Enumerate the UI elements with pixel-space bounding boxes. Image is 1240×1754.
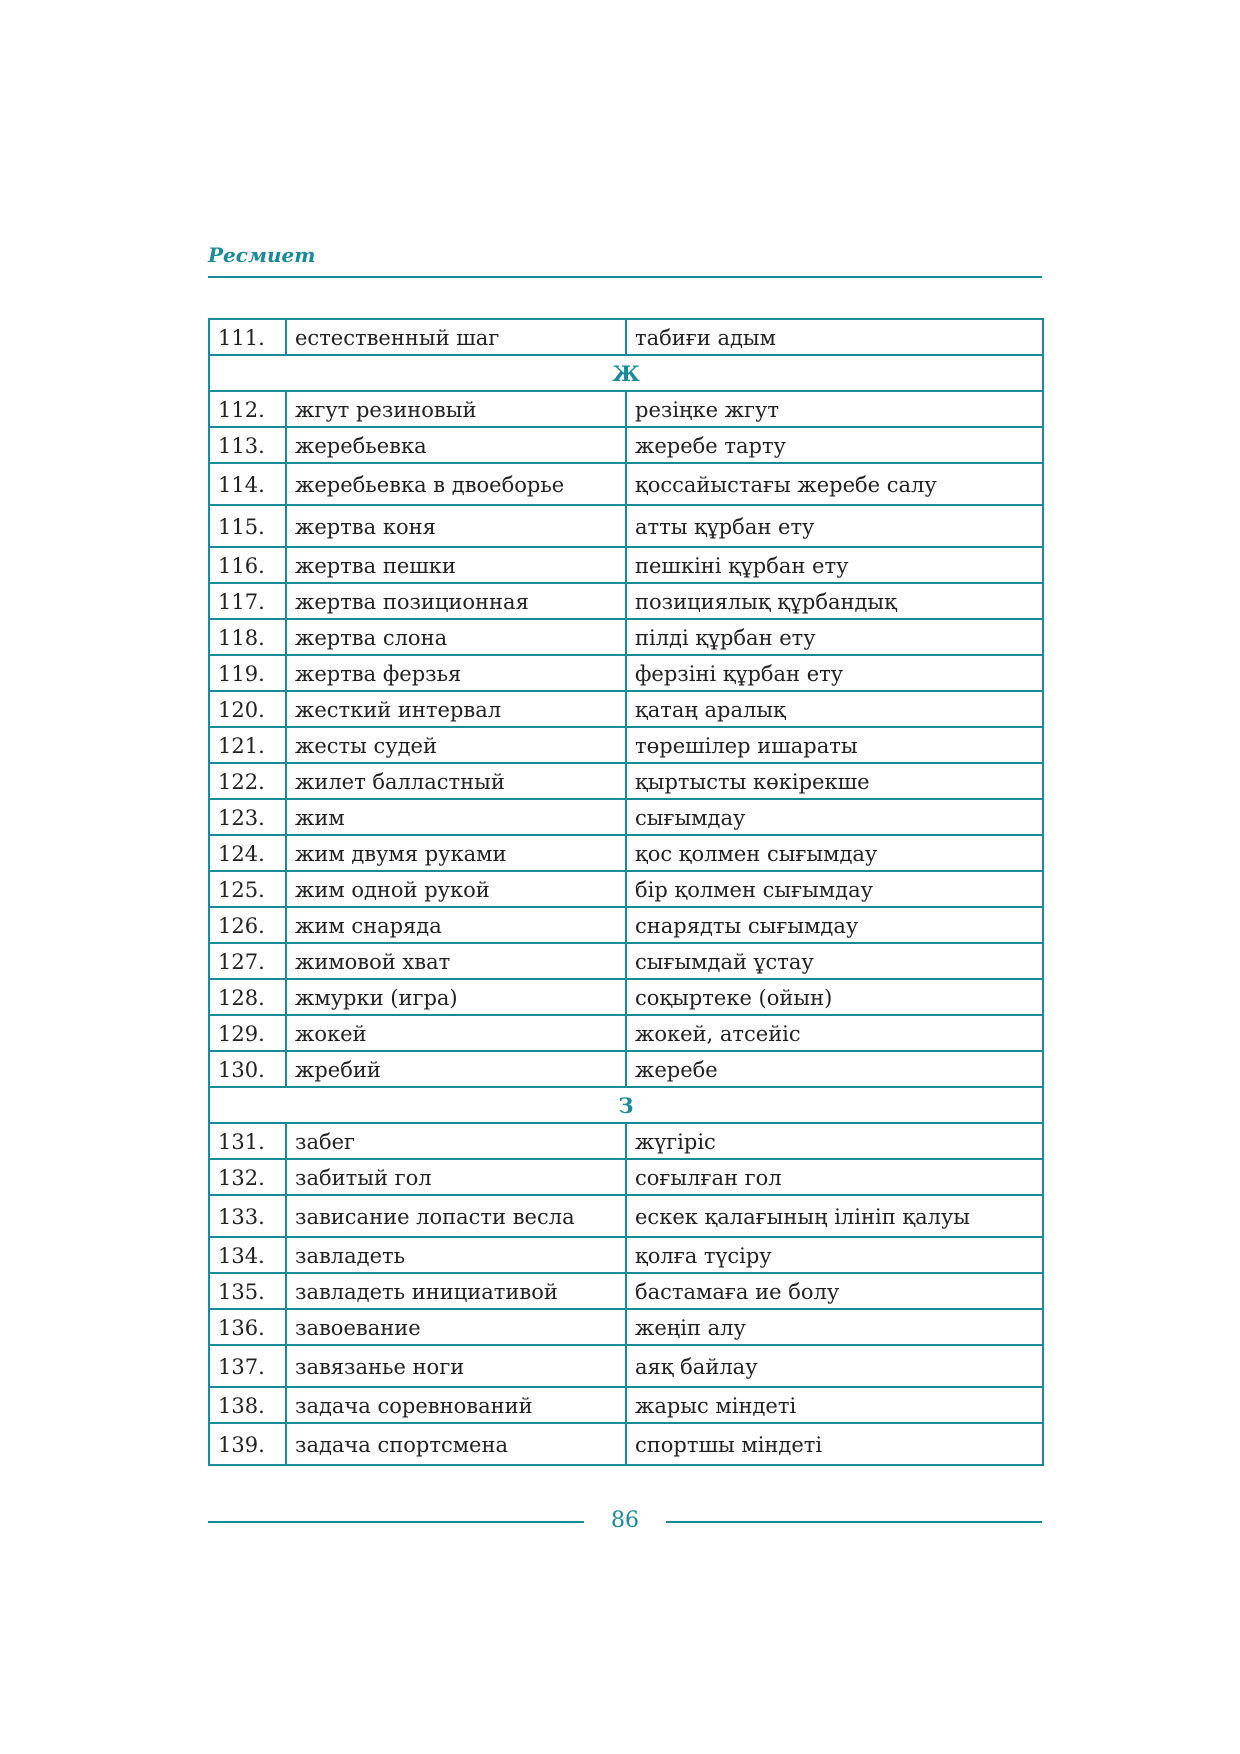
table-row [209, 547, 1043, 583]
russian-term: жимовой хват [286, 943, 626, 979]
kazakh-term: жеребе [626, 1051, 1043, 1087]
russian-term: жертва ферзья [286, 655, 626, 691]
russian-term: жертва пешки [286, 547, 626, 583]
running-header-title: Ресмиет [208, 243, 316, 267]
kazakh-term: ескек қалағының ілініп қалуы [626, 1195, 1043, 1237]
kazakh-term: пілді құрбан ету [626, 619, 1043, 655]
kazakh-term: резіңке жгут [626, 391, 1043, 427]
table-row [209, 1123, 1043, 1159]
glossary-table-body [209, 319, 1043, 1465]
russian-term: завоевание [286, 1309, 626, 1345]
russian-term: завязанье ноги [286, 1345, 626, 1387]
table-row [209, 835, 1043, 871]
russian-term: естественный шаг [286, 319, 626, 355]
entry-number: 135. [209, 1273, 286, 1309]
russian-term: завладеть [286, 1237, 626, 1273]
entry-number: 126. [209, 907, 286, 943]
header-rule [208, 276, 1042, 278]
kazakh-term: жеребе тарту [626, 427, 1043, 463]
glossary-table [208, 318, 1044, 1466]
table-row [209, 463, 1043, 505]
entry-number: 117. [209, 583, 286, 619]
table-row [209, 1309, 1043, 1345]
table-row [209, 943, 1043, 979]
kazakh-term: сығымдай ұстау [626, 943, 1043, 979]
russian-term: жим снаряда [286, 907, 626, 943]
table-row [209, 871, 1043, 907]
kazakh-term: қатаң аралық [626, 691, 1043, 727]
kazakh-term: пешкіні құрбан ету [626, 547, 1043, 583]
kazakh-term: жокей, атсейіс [626, 1015, 1043, 1051]
table-row [209, 907, 1043, 943]
russian-term: забитый гол [286, 1159, 626, 1195]
kazakh-term: қоссайыстағы жеребе салу [626, 463, 1043, 505]
entry-number: 115. [209, 505, 286, 547]
russian-term: задача спортсмена [286, 1423, 626, 1465]
kazakh-term: ферзіні құрбан ету [626, 655, 1043, 691]
table-row [209, 1423, 1043, 1465]
entry-number: 130. [209, 1051, 286, 1087]
kazakh-term: соқыртеке (ойын) [626, 979, 1043, 1015]
russian-term: жребий [286, 1051, 626, 1087]
entry-number: 118. [209, 619, 286, 655]
kazakh-term: қос қолмен сығымдау [626, 835, 1043, 871]
table-row [209, 1195, 1043, 1237]
table-row [209, 619, 1043, 655]
kazakh-term: жарыс міндеті [626, 1387, 1043, 1423]
russian-term: зависание лопасти весла [286, 1195, 626, 1237]
entry-number: 134. [209, 1237, 286, 1273]
footer-rule-left [208, 1521, 584, 1523]
russian-term: задача соревнований [286, 1387, 626, 1423]
kazakh-term: бастамаға ие болу [626, 1273, 1043, 1309]
table-row [209, 1237, 1043, 1273]
section-letter: З [209, 1087, 1043, 1123]
kazakh-term: жеңіп алу [626, 1309, 1043, 1345]
russian-term: жеребьевка в двоеборье [286, 463, 626, 505]
table-row [209, 1387, 1043, 1423]
entry-number: 114. [209, 463, 286, 505]
russian-term: жим двумя руками [286, 835, 626, 871]
kazakh-term: бір қолмен сығымдау [626, 871, 1043, 907]
russian-term: жертва коня [286, 505, 626, 547]
entry-number: 136. [209, 1309, 286, 1345]
kazakh-term: аяқ байлау [626, 1345, 1043, 1387]
table-row [209, 319, 1043, 355]
letter-section-row [209, 355, 1043, 391]
entry-number: 122. [209, 763, 286, 799]
table-row [209, 1015, 1043, 1051]
entry-number: 112. [209, 391, 286, 427]
entry-number: 121. [209, 727, 286, 763]
table-row [209, 979, 1043, 1015]
table-row [209, 1273, 1043, 1309]
russian-term: жилет балластный [286, 763, 626, 799]
kazakh-term: спортшы міндеті [626, 1423, 1043, 1465]
entry-number: 113. [209, 427, 286, 463]
russian-term: забег [286, 1123, 626, 1159]
kazakh-term: сығымдау [626, 799, 1043, 835]
kazakh-term: позициялық құрбандық [626, 583, 1043, 619]
entry-number: 128. [209, 979, 286, 1015]
entry-number: 132. [209, 1159, 286, 1195]
table-row [209, 763, 1043, 799]
russian-term: жгут резиновый [286, 391, 626, 427]
russian-term: жесты судей [286, 727, 626, 763]
table-row [209, 1345, 1043, 1387]
kazakh-term: қолға түсіру [626, 1237, 1043, 1273]
entry-number: 119. [209, 655, 286, 691]
kazakh-term: соғылған гол [626, 1159, 1043, 1195]
table-row [209, 727, 1043, 763]
table-row [209, 427, 1043, 463]
entry-number: 138. [209, 1387, 286, 1423]
table-row [209, 583, 1043, 619]
russian-term: жмурки (игра) [286, 979, 626, 1015]
russian-term: жокей [286, 1015, 626, 1051]
section-letter: Ж [209, 355, 1043, 391]
kazakh-term: табиғи адым [626, 319, 1043, 355]
table-row [209, 691, 1043, 727]
entry-number: 129. [209, 1015, 286, 1051]
russian-term: жим одной рукой [286, 871, 626, 907]
table-row [209, 1051, 1043, 1087]
table-row [209, 655, 1043, 691]
kazakh-term: атты құрбан ету [626, 505, 1043, 547]
kazakh-term: снарядты сығымдау [626, 907, 1043, 943]
kazakh-term: жүгіріс [626, 1123, 1043, 1159]
russian-term: жеребьевка [286, 427, 626, 463]
russian-term: жертва позиционная [286, 583, 626, 619]
table-row [209, 391, 1043, 427]
russian-term: жесткий интервал [286, 691, 626, 727]
letter-section-row [209, 1087, 1043, 1123]
table-row [209, 1159, 1043, 1195]
page-number: 86 [611, 1508, 639, 1533]
entry-number: 139. [209, 1423, 286, 1465]
russian-term: жертва слона [286, 619, 626, 655]
footer-rule-right [666, 1521, 1042, 1523]
russian-term: завладеть инициативой [286, 1273, 626, 1309]
table-row [209, 505, 1043, 547]
russian-term: жим [286, 799, 626, 835]
entry-number: 127. [209, 943, 286, 979]
entry-number: 120. [209, 691, 286, 727]
entry-number: 116. [209, 547, 286, 583]
entry-number: 131. [209, 1123, 286, 1159]
entry-number: 137. [209, 1345, 286, 1387]
kazakh-term: төрешілер ишараты [626, 727, 1043, 763]
entry-number: 111. [209, 319, 286, 355]
entry-number: 133. [209, 1195, 286, 1237]
entry-number: 124. [209, 835, 286, 871]
entry-number: 123. [209, 799, 286, 835]
kazakh-term: қыртысты көкірекше [626, 763, 1043, 799]
table-row [209, 799, 1043, 835]
entry-number: 125. [209, 871, 286, 907]
